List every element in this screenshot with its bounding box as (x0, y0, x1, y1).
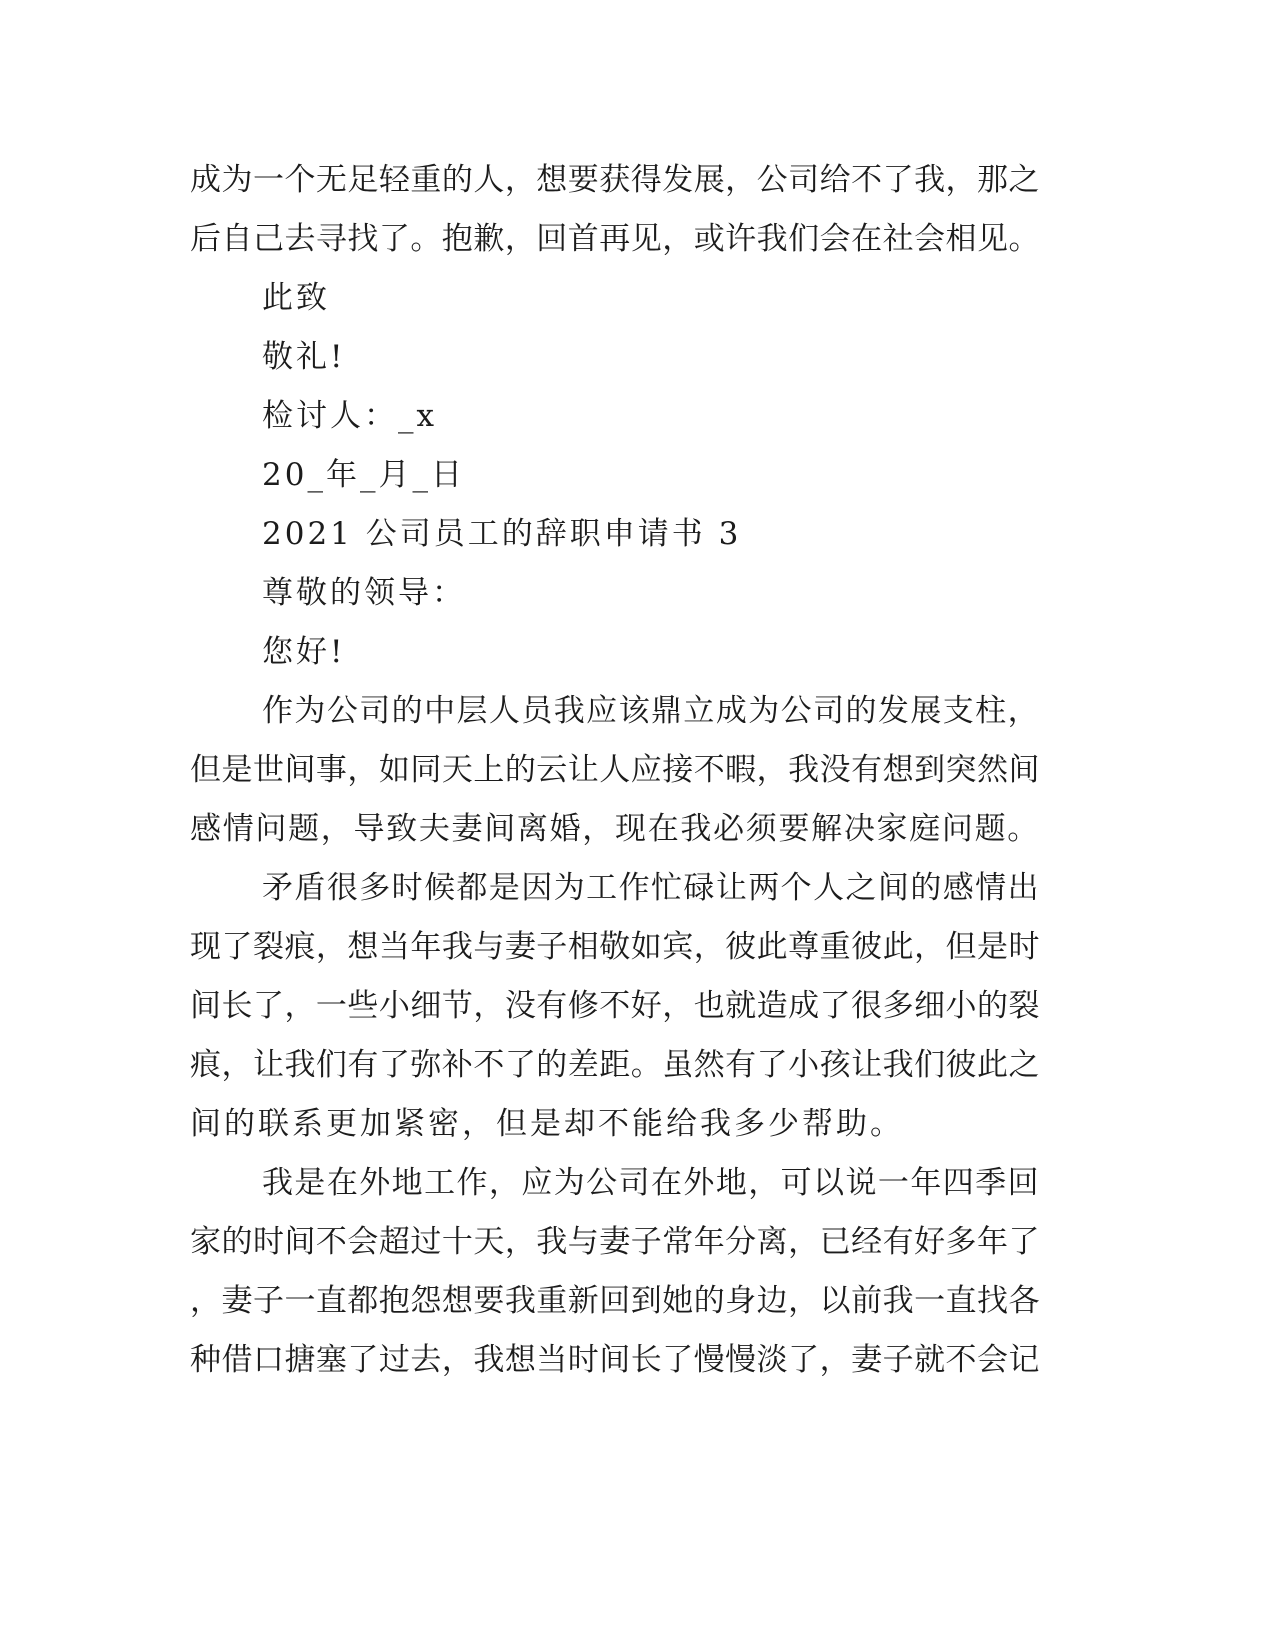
paragraph-line: 感情问题，导致夫妻间离婚，现在我必须要解决家庭问题。 (190, 811, 1040, 847)
paragraph-line: 作为公司的中层人员我应该鼎立成为公司的发展支柱， (262, 693, 1040, 729)
paragraph-line: 间长了，一些小细节，没有修不好，也就造成了很多细小的裂 (190, 988, 1040, 1024)
signature-line: 检讨人：_x (262, 398, 437, 434)
paragraph-line: ，妻子一直都抱怨想要我重新回到她的身边，以前我一直找各 (190, 1283, 1040, 1319)
paragraph-line: 但是世间事，如同天上的云让人应接不暇，我没有想到突然间 (190, 752, 1040, 788)
section-title: 2021 公司员工的辞职申请书 3 (262, 516, 742, 552)
paragraph-line: 我是在外地工作，应为公司在外地，可以说一年四季回 (262, 1165, 1040, 1201)
closing-line: 此致 (262, 280, 330, 316)
paragraph-line: 家的时间不会超过十天，我与妻子常年分离，已经有好多年了 (190, 1224, 1040, 1260)
paragraph-line: 种借口搪塞了过去，我想当时间长了慢慢淡了，妻子就不会记 (190, 1342, 1040, 1378)
body-line: 后自己去寻找了。抱歉，回首再见，或许我们会在社会相见。 (190, 221, 1040, 257)
date-line: 20_年_月_日 (262, 457, 465, 493)
paragraph-line: 痕，让我们有了弥补不了的差距。虽然有了小孩让我们彼此之 (190, 1047, 1040, 1083)
paragraph-line: 间的联系更加紧密，但是却不能给我多少帮助。 (190, 1106, 904, 1142)
salutation: 尊敬的领导： (262, 575, 466, 611)
paragraph-line: 现了裂痕，想当年我与妻子相敬如宾，彼此尊重彼此，但是时 (190, 929, 1040, 965)
greeting: 您好! (262, 634, 346, 670)
body-line: 成为一个无足轻重的人，想要获得发展，公司给不了我，那之 (190, 162, 1040, 198)
closing-salutation: 敬礼! (262, 339, 346, 375)
paragraph-line: 矛盾很多时候都是因为工作忙碌让两个人之间的感情出 (262, 870, 1040, 906)
